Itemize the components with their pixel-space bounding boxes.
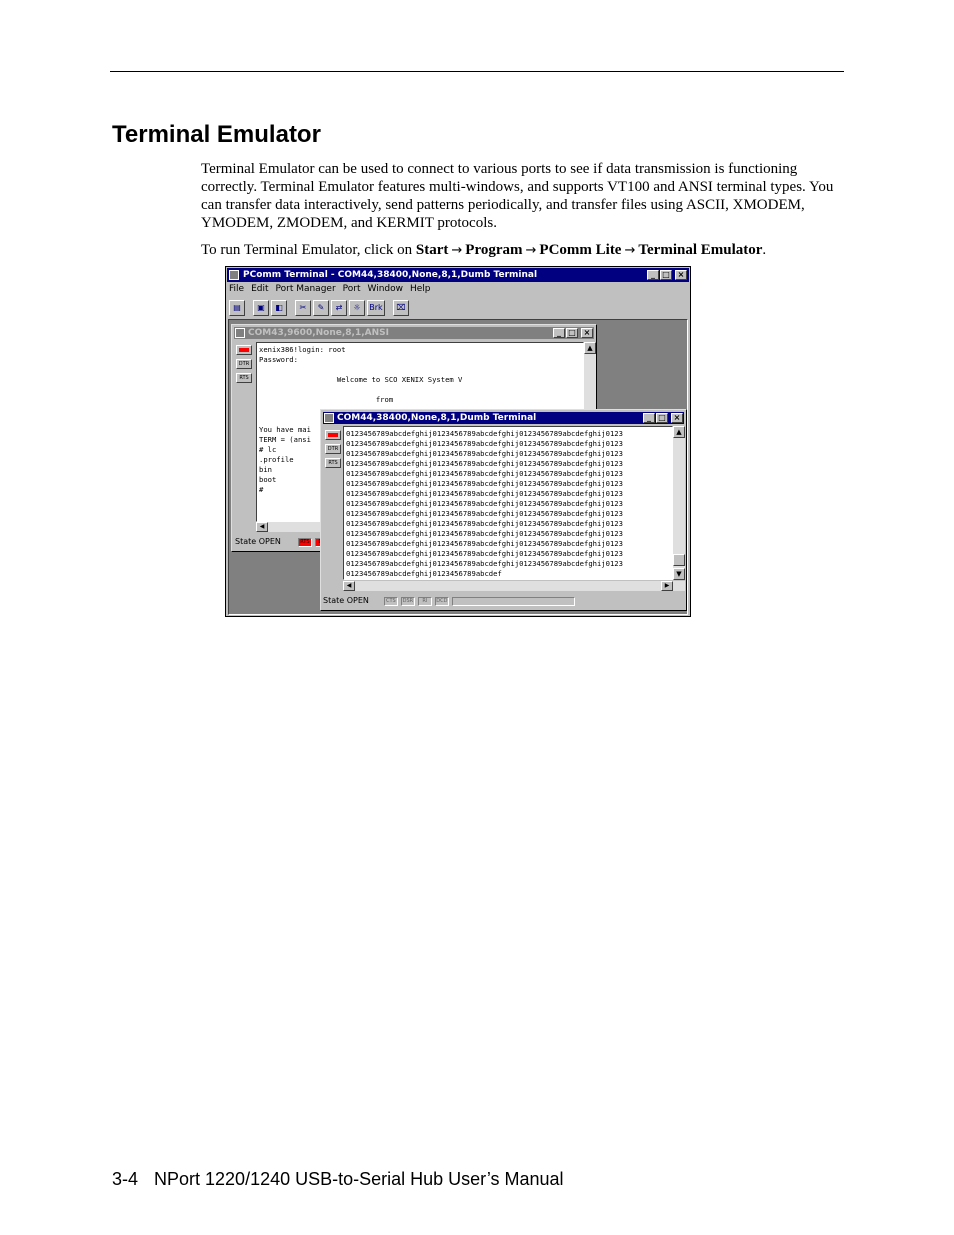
close-button[interactable]: × xyxy=(671,413,683,423)
step-start: Start xyxy=(415,242,449,258)
step-program: Program xyxy=(465,242,523,258)
send-pattern-icon[interactable]: ✎ xyxy=(313,300,329,316)
run-instructions xyxy=(201,241,841,260)
front-horizontal-scrollbar[interactable] xyxy=(343,581,685,591)
front-window-controls xyxy=(643,413,683,423)
front-window-line-controls xyxy=(325,430,343,472)
front-vertical-scrollbar[interactable] xyxy=(673,426,685,580)
open-icon[interactable]: ▤ xyxy=(229,300,245,316)
menu-help[interactable]: Help xyxy=(410,284,431,294)
back-window-title: COM43,9600,None,8,1,ANSI xyxy=(248,328,389,338)
properties-icon[interactable]: ◧ xyxy=(271,300,287,316)
scroll-left-icon[interactable]: ◀ xyxy=(256,522,268,532)
scroll-thumb[interactable] xyxy=(673,554,685,566)
back-window-line-controls xyxy=(236,345,254,387)
dsr-indicator: DSR xyxy=(402,597,414,604)
scroll-left-icon[interactable]: ◀ xyxy=(343,581,355,591)
break-icon[interactable]: Brk xyxy=(367,300,385,316)
dtr-toggle[interactable]: DTR xyxy=(236,359,252,369)
menu-edit[interactable]: Edit xyxy=(251,284,269,294)
header-rule xyxy=(110,71,844,72)
app-titlebar xyxy=(227,268,689,282)
minimize-button[interactable]: _ xyxy=(553,328,565,338)
back-window-titlebar xyxy=(234,327,594,339)
front-window-title: COM44,38400,None,8,1,Dumb Terminal xyxy=(337,413,537,423)
back-terminal-output: xenix386!login: root Password: Welcome to SCO XENIX System V from You have mai TERM = (ansi # lc .profile bin boot # xyxy=(259,345,463,494)
back-state-label: State OPEN xyxy=(235,537,281,546)
scroll-up-icon[interactable]: ▲ xyxy=(584,342,596,354)
terminal-icon xyxy=(324,413,334,423)
app-icon xyxy=(229,270,239,280)
front-window-titlebar xyxy=(323,412,684,424)
mdi-workspace xyxy=(228,319,688,615)
front-state-label: State OPEN xyxy=(323,596,369,605)
menu-bar xyxy=(229,283,431,296)
dtr-toggle[interactable]: DTR xyxy=(325,444,341,454)
instructions-suffix: . xyxy=(762,242,767,258)
menu-port[interactable]: Port xyxy=(342,284,361,294)
file-transfer-icon[interactable]: ⇄ xyxy=(331,300,347,316)
front-terminal-window[interactable] xyxy=(320,409,687,611)
scroll-down-icon[interactable]: ▼ xyxy=(673,568,685,580)
menu-file[interactable]: File xyxy=(229,284,245,294)
app-title: PComm Terminal - COM44,38400,None,8,1,Dumb Terminal xyxy=(243,270,538,280)
disconnect-icon[interactable]: ✂ xyxy=(295,300,311,316)
scroll-up-icon[interactable]: ▲ xyxy=(673,426,685,438)
rts-toggle[interactable]: RTS xyxy=(325,458,341,468)
close-button[interactable]: × xyxy=(581,328,593,338)
front-terminal-output: 0123456789abcdefghij0123456789abcdefghij0123456789abcdefghij0123 0123456789abcdefghij0123456789abcdefghij0123456789abcdefghij0123 0123456789abcdefghij0123456789abcdefghij0123456789abcdefghij0123 0123456789abcdefghij0123456789abcdefghij0123456789abcdefghij0123 0123456789abcdefghij0123456789abcdefghij0123456789abcdefghij0123 0123456789abcdefghij0123456789abcdefghij0123456789abcdefghij0123 0123456789abcdefghij0123456789abcdefghij0123456789abcdefghij0123 0123456789abcdefghij0123456789abcdefghij0123456789abcdefghij0123 0123456789abcdefghij0123456789abcdefghij0123456789abcdefghij0123 0123456789abcdefghij0123456789abcdefghij0123456789abcdefghij0123 0123456789abcdefghij0123456789abcdefghij0123456789abcdefghij0123 0123456789abcdefghij0123456789abcdefghij0123456789abcdefghij0123 0123456789abcdefghij0123456789abcdefghij0123456789abcdefghij0123 0123456789abcdefghij0123456789abcdefghij0123456789abcdefghij0123 0123456789abcdefghij0123456789abcdef xyxy=(346,429,623,578)
pcomm-terminal-screenshot xyxy=(225,266,691,617)
page-footer xyxy=(112,1168,564,1190)
minimize-button[interactable]: _ xyxy=(647,270,659,280)
status-message-area xyxy=(452,597,575,606)
rts-toggle[interactable]: RTS xyxy=(236,373,252,383)
right-arrow-icon: → xyxy=(451,243,463,258)
front-terminal-screen[interactable] xyxy=(343,426,673,580)
section-heading: Terminal Emulator xyxy=(112,121,321,148)
window-controls xyxy=(647,270,687,280)
line-status-indicator[interactable] xyxy=(236,345,252,355)
right-arrow-icon: → xyxy=(525,243,537,258)
rts-indicator: RTS xyxy=(298,538,312,547)
scroll-right-icon[interactable]: ▶ xyxy=(661,581,673,591)
terminal-icon xyxy=(235,328,245,338)
save-icon[interactable]: ▣ xyxy=(253,300,269,316)
maximize-button[interactable]: □ xyxy=(660,270,672,280)
menu-window[interactable]: Window xyxy=(367,284,403,294)
exit-icon[interactable]: ⌧ xyxy=(393,300,409,316)
front-status-bar xyxy=(323,595,575,607)
menu-port-manager[interactable]: Port Manager xyxy=(275,284,336,294)
maximize-button[interactable]: □ xyxy=(566,328,578,338)
dcd-indicator: DCD xyxy=(436,597,448,604)
line-status-indicator[interactable] xyxy=(325,430,341,440)
instructions-prefix: To run Terminal Emulator, click on xyxy=(201,242,416,258)
step-terminal-emulator: Terminal Emulator xyxy=(638,242,763,258)
right-arrow-icon: → xyxy=(624,243,636,258)
back-window-controls xyxy=(553,328,593,338)
manual-title: NPort 1220/1240 USB-to-Serial Hub User’s Manual xyxy=(154,1169,564,1189)
cts-indicator: CTS xyxy=(384,597,398,606)
toolbar xyxy=(229,298,409,318)
wizard-icon[interactable]: ☼ xyxy=(349,300,365,316)
page-number: 3-4 xyxy=(112,1169,139,1189)
intro-paragraph: Terminal Emulator can be used to connect to various ports to see if data transmission is functioning correctly. Terminal Emulator features multi-windows, and supports VT100 and ANSI terminal types. You can transfer data interactively, send patterns periodically, and transfer files using ASCII, XMODEM, YMODEM, ZMODEM, and KERMIT protocols. xyxy=(201,161,834,231)
minimize-button[interactable]: _ xyxy=(643,413,655,423)
ri-indicator: RI xyxy=(418,597,432,606)
maximize-button[interactable]: □ xyxy=(656,413,668,423)
close-button[interactable]: × xyxy=(675,270,687,280)
step-pcomm-lite: PComm Lite xyxy=(539,242,622,258)
